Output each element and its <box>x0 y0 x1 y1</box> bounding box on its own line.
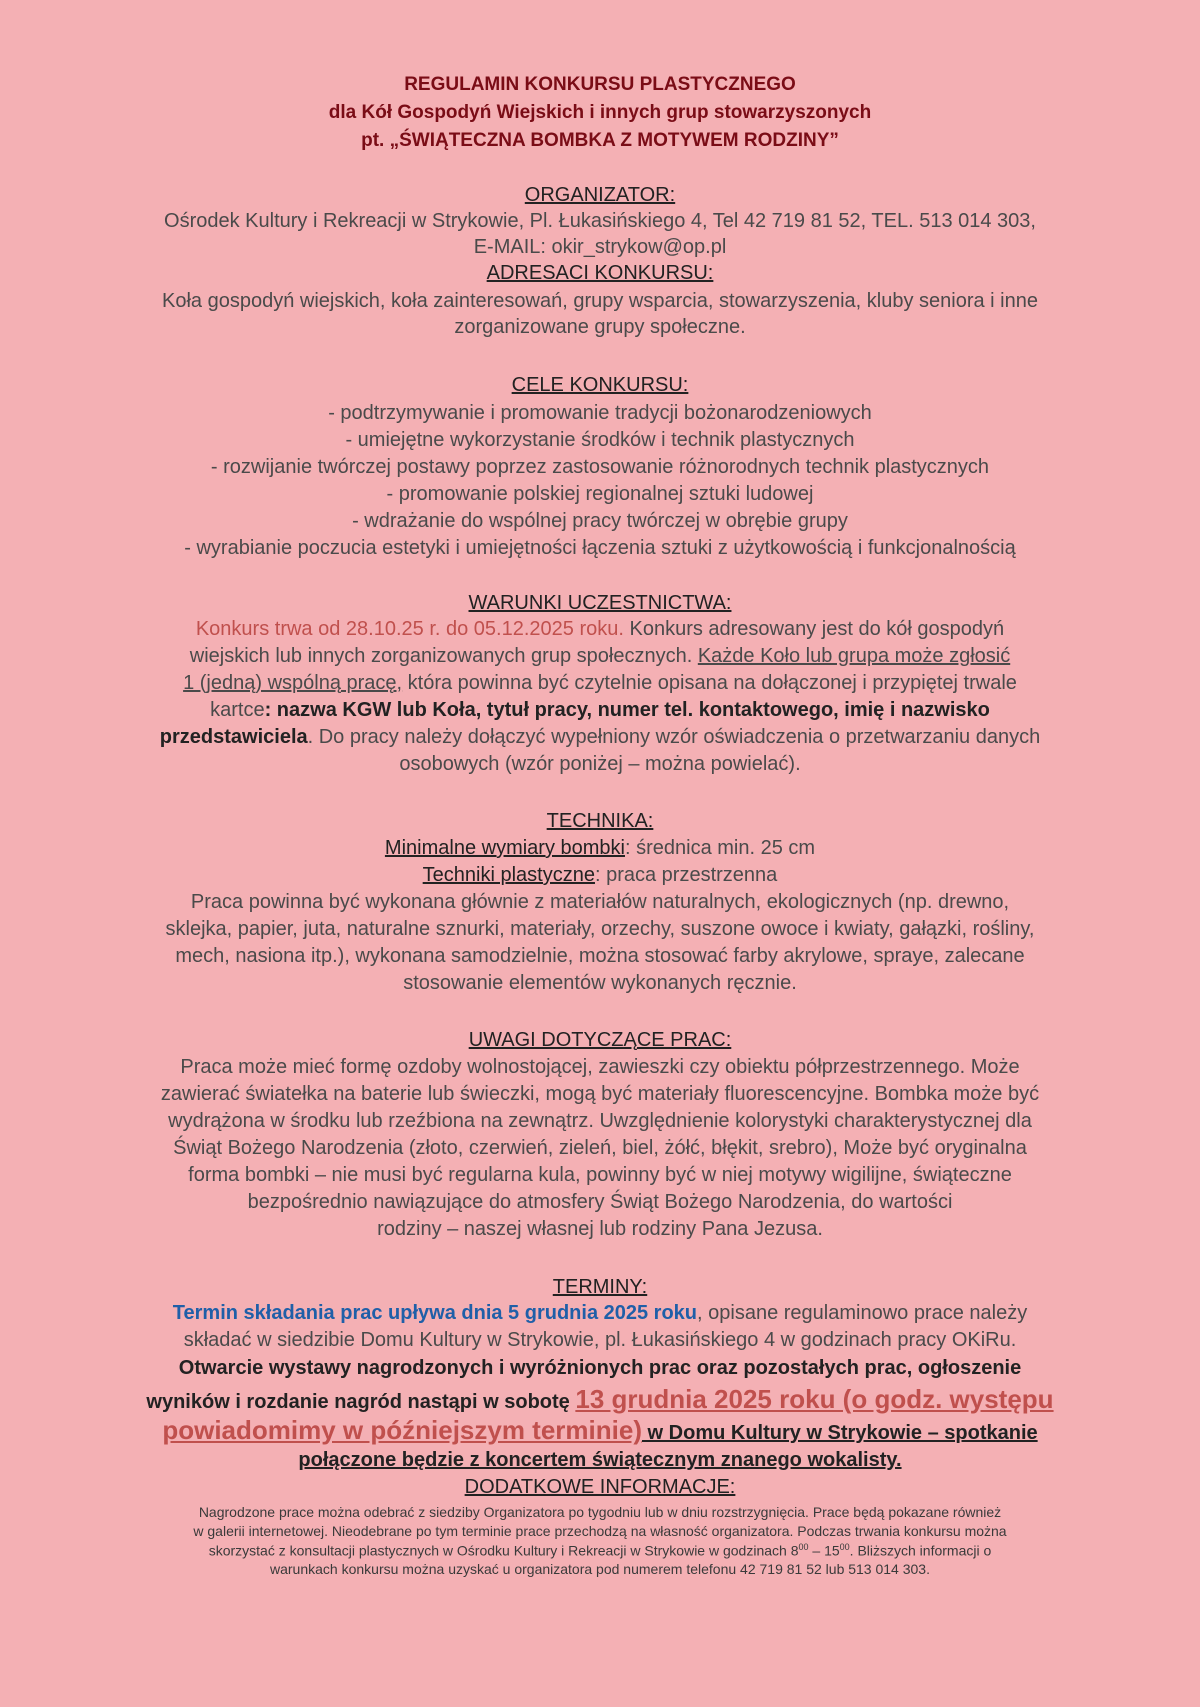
remarks-line: Praca może mieć formę ozdoby wolnostojącej, zawieszki czy obiektu półprzestrzennego. Może <box>180 1056 1020 1078</box>
goal-item: - promowanie polskiej regionalnej sztuki ludowej <box>386 483 814 505</box>
technique-line-4: sklejka, papier, juta, naturalne sznurki, materiały, orzechy, suszone owoce i kwiaty, gałązki, rośliny, <box>165 918 1035 940</box>
remarks-line: wydrążona w środku lub rzeźbiona na zewnątrz. Uwzględnienie kolorystyki charakterystycznej dla <box>168 1110 1032 1132</box>
technique-heading: TECHNIKA: <box>546 810 654 832</box>
conditions-line-2: wiejskich lub innych zorganizowanych grup społecznych. Każde Koło lub grupa może zgłosić <box>189 645 1011 667</box>
addressees-line-1: Koła gospodyń wiejskich, koła zainteresowań, grupy wsparcia, stowarzyszenia, kluby seniora i inne <box>162 290 1038 312</box>
dates-line-6: połączone będzie z koncertem świątecznym znanego wokalisty. <box>298 1449 902 1471</box>
conditions-line-5: przedstawiciela. Do pracy należy dołączyć wypełniony wzór oświadczenia o przetwarzaniu danych <box>159 726 1041 748</box>
dates-heading: TERMINY: <box>552 1276 648 1298</box>
technique-line-5: mech, nasiona itp.), wykonana samodzielnie, można stosować farby akrylowe, spraye, zalecane <box>175 945 1025 967</box>
organizer-line-2: E-MAIL: okir_strykow@op.pl <box>473 236 727 258</box>
remarks-line: zawierać światełka na baterie lub świeczki, mogą być materiały fluorescencyjne. Bombka może być <box>160 1083 1040 1105</box>
title-line-1: REGULAMIN KONKURSU PLASTYCZNEGO <box>404 74 796 95</box>
organizer-heading: ORGANIZATOR: <box>524 184 676 206</box>
dates-line-2: składać w siedzibie Domu Kultury w Strykowie, pl. Łukasińskiego 4 w godzinach pracy OKiRu. <box>183 1329 1017 1351</box>
remarks-line: bezpośrednio nawiązujące do atmosfery Świąt Bożego Narodzenia, do wartości <box>247 1191 953 1213</box>
goal-item: - umiejętne wykorzystanie środków i technik plastycznych <box>345 429 855 451</box>
dates-line-5: powiadomimy w późniejszym terminie) w Domu Kultury w Strykowie – spotkanie <box>162 1415 1038 1445</box>
dates-line-1: Termin składania prac upływa dnia 5 grudnia 2025 roku, opisane regulaminowo prace należy <box>172 1302 1028 1324</box>
remarks-line: Świąt Bożego Narodzenia (złoto, czerwień, zieleń, biel, żółć, błękit, srebro), Może być oryginalna <box>173 1137 1027 1159</box>
additional-heading: DODATKOWE INFORMACJE: <box>464 1476 736 1498</box>
technique-line-6: stosowanie elementów wykonanych ręcznie. <box>403 972 797 994</box>
remarks-line: forma bombki – nie musi być regularna kula, powinny być w niej motywy wigilijne, świąteczne <box>188 1164 1012 1186</box>
technique-line-2: Techniki plastyczne: praca przestrzenna <box>422 864 778 886</box>
remarks-heading: UWAGI DOTYCZĄCE PRAC: <box>468 1029 732 1051</box>
conditions-line-1: Konkurs trwa od 28.10.25 r. do 05.12.2025 roku. Konkurs adresowany jest do kół gospodyń <box>195 618 1005 640</box>
goal-item: - rozwijanie twórczej postawy poprzez zastosowanie różnorodnych technik plastycznych <box>210 456 990 478</box>
technique-line-1: Minimalne wymiary bombki: średnica min. 25 cm <box>384 837 816 859</box>
exhibition-date: 13 grudnia 2025 roku (o godz. występu <box>575 1384 1054 1414</box>
dates-line-4: wyników i rozdanie nagród nastąpi w sobotę 13 grudnia 2025 roku (o godz. występu <box>146 1384 1054 1414</box>
additional-line-1: Nagrodzone prace można odebrać z siedziby Organizatora po tygodniu lub w dniu rozstrzygnięcia. Prace będą pokazane również <box>198 1504 1002 1520</box>
conditions-line-4: kartce: nazwa KGW lub Koła, tytuł pracy, numer tel. kontaktowego, imię i nazwisko <box>210 699 990 721</box>
technique-line-3: Praca powinna być wykonana głównie z materiałów naturalnych, ekologicznych (np. drewno, <box>190 891 1010 913</box>
conditions-heading: WARUNKI UCZESTNICTWA: <box>468 592 732 614</box>
conditions-line-3: 1 (jedną) wspólną pracę, która powinna być czytelnie opisana na dołączonej i przypiętej trwale <box>183 672 1017 694</box>
remarks-line: rodziny – naszej własnej lub rodziny Pana Jezusa. <box>377 1218 823 1240</box>
dates-line-3: Otwarcie wystawy nagrodzonych i wyróżnionych prac oraz pozostałych prac, ogłoszenie <box>178 1357 1022 1379</box>
additional-line-4: warunkach konkursu można uzyskać u organizatora pod numerem telefonu 42 719 81 52 lub 513 014 303. <box>270 1561 930 1577</box>
conditions-line-6: osobowych (wzór poniżej – można powielać). <box>399 753 801 775</box>
goals-heading: CELE KONKURSU: <box>511 374 689 396</box>
goal-item: - wyrabianie poczucia estetyki i umiejętności łączenia sztuki z użytkowością i funkcjonalnością <box>184 537 1016 559</box>
goal-item: - podtrzymywanie i promowanie tradycji bożonarodzeniowych <box>328 402 872 424</box>
addressees-heading: ADRESACI KONKURSU: <box>486 262 714 284</box>
title-line-3: pt. „ŚWIĄTECZNA BOMBKA Z MOTYWEM RODZINY” <box>361 130 839 151</box>
additional-line-2: w galerii internetowej. Nieodebrane po tym terminie prace przechodzą na własność organizatora. Podczas trwania konkursu można <box>193 1523 1007 1539</box>
title-line-2: dla Kół Gospodyń Wiejskich i innych grup stowarzyszonych <box>328 102 872 123</box>
organizer-line-1: Ośrodek Kultury i Rekreacji w Strykowie, Pl. Łukasińskiego 4, Tel 42 719 81 52, TEL. 513 014 303, <box>164 210 1036 232</box>
goal-item: - wdrażanie do wspólnej pracy twórczej w obrębie grupy <box>352 510 848 532</box>
additional-line-3: skorzystać z konsultacji plastycznych w Ośrodku Kultury i Rekreacji w Strykowie w godzinach $8^{00} - 15^{00}$. Bliższych informacji o <box>208 1542 992 1559</box>
addressees-line-2: zorganizowane grupy społeczne. <box>454 316 746 338</box>
submission-deadline: Termin składania prac upływa dnia 5 grudnia 2025 roku <box>172 1302 698 1324</box>
contest-duration: Konkurs trwa od 28.10.25 r. do 05.12.2025 roku. <box>195 618 624 640</box>
